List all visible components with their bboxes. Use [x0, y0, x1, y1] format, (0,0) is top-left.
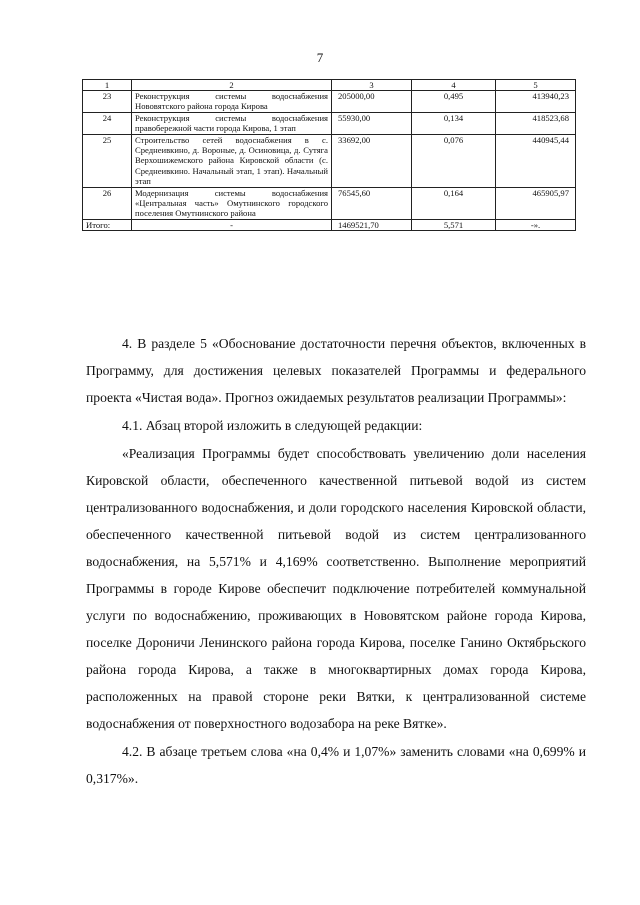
paragraph-4-2: 4.2. В абзаце третьем слова «на 0,4% и 1,07%» заменить словами «на 0,699% и 0,317%».	[86, 744, 586, 786]
total-name: -	[132, 219, 332, 230]
object-name: Реконструкция системы водоснабжения правобережной части города Кирова, 1 этап	[132, 112, 332, 134]
share-value: 0,076	[412, 134, 496, 187]
share-value: 0,495	[412, 91, 496, 113]
total-cost: 1469521,70	[332, 219, 412, 230]
objects-table	[82, 79, 576, 231]
column-header: 1	[83, 80, 132, 91]
row-number: 26	[83, 187, 132, 219]
column-header: 3	[332, 80, 412, 91]
table-row	[83, 187, 576, 219]
column-header: 4	[412, 80, 496, 91]
page-number: 7	[316, 50, 324, 65]
paragraph-section-5: 4. В разделе 5 «Обоснование достаточности перечня объектов, включенных в Программу, для достижения целевых показателей Программы и федерального проекта «Чистая вода». Прогноз ожидаемых результатов реализации Программы»:	[86, 336, 586, 405]
total-result: -».	[496, 219, 576, 230]
object-name: Строительство сетей водоснабжения в с. Среднеивкино, д. Вороные, д. Осиновица, д. Сутяга Верхошижемского района Кировской области (с. Среднеивкино. Начальный этап, 1 этап). Начальный этап	[132, 134, 332, 187]
cost-value: 76545,60	[332, 187, 412, 219]
total-share: 5,571	[412, 219, 496, 230]
column-header: 2	[132, 80, 332, 91]
cumulative-value: 440945,44	[496, 134, 576, 187]
total-row	[83, 219, 576, 230]
total-label: Итого:	[83, 219, 132, 230]
cost-value: 55930,00	[332, 112, 412, 134]
row-number: 23	[83, 91, 132, 113]
table-header-row	[83, 80, 576, 91]
cumulative-value: 465905,97	[496, 187, 576, 219]
cumulative-value: 418523,68	[496, 112, 576, 134]
table-row	[83, 134, 576, 187]
column-header: 5	[496, 80, 576, 91]
paragraph-quote: «Реализация Программы будет способствовать увеличению доли населения Кировской области, обеспеченного качественной питьевой водой из систем централизованного водоснабжения, и доли городского населения Кировской области, обеспеченного качественной питьевой водой из систем централизованного водоснабжения, на 5,571% и 4,169% соответственно. Выполнение мероприятий Программы в городе Кирове обеспечит подключение потребителей коммунальной услуги по водоснабжению, проживающих в Нововятском районе города Кирова, поселке Дороничи Ленинского района города Кирова, поселке Ганино Октябрьского района города Кирова, а также в многоквартирных домах города Кирова, расположенных на правой стороне реки Вятки, к централизованной системе водоснабжения от поверхностного водозабора на реке Вятке».	[86, 446, 586, 731]
body-text	[86, 330, 586, 792]
cumulative-value: 413940,23	[496, 91, 576, 113]
table-row	[83, 91, 576, 113]
table-row	[83, 112, 576, 134]
paragraph-4-1: 4.1. Абзац второй изложить в следующей редакции:	[122, 418, 423, 433]
cost-value: 33692,00	[332, 134, 412, 187]
object-name: Реконструкция системы водоснабжения Нововятского района города Кирова	[132, 91, 332, 113]
row-number: 25	[83, 134, 132, 187]
share-value: 0,134	[412, 112, 496, 134]
row-number: 24	[83, 112, 132, 134]
cost-value: 205000,00	[332, 91, 412, 113]
object-name: Модернизация системы водоснабжения «Центральная часть» Омутнинского городского поселения Омутнинского района	[132, 187, 332, 219]
share-value: 0,164	[412, 187, 496, 219]
